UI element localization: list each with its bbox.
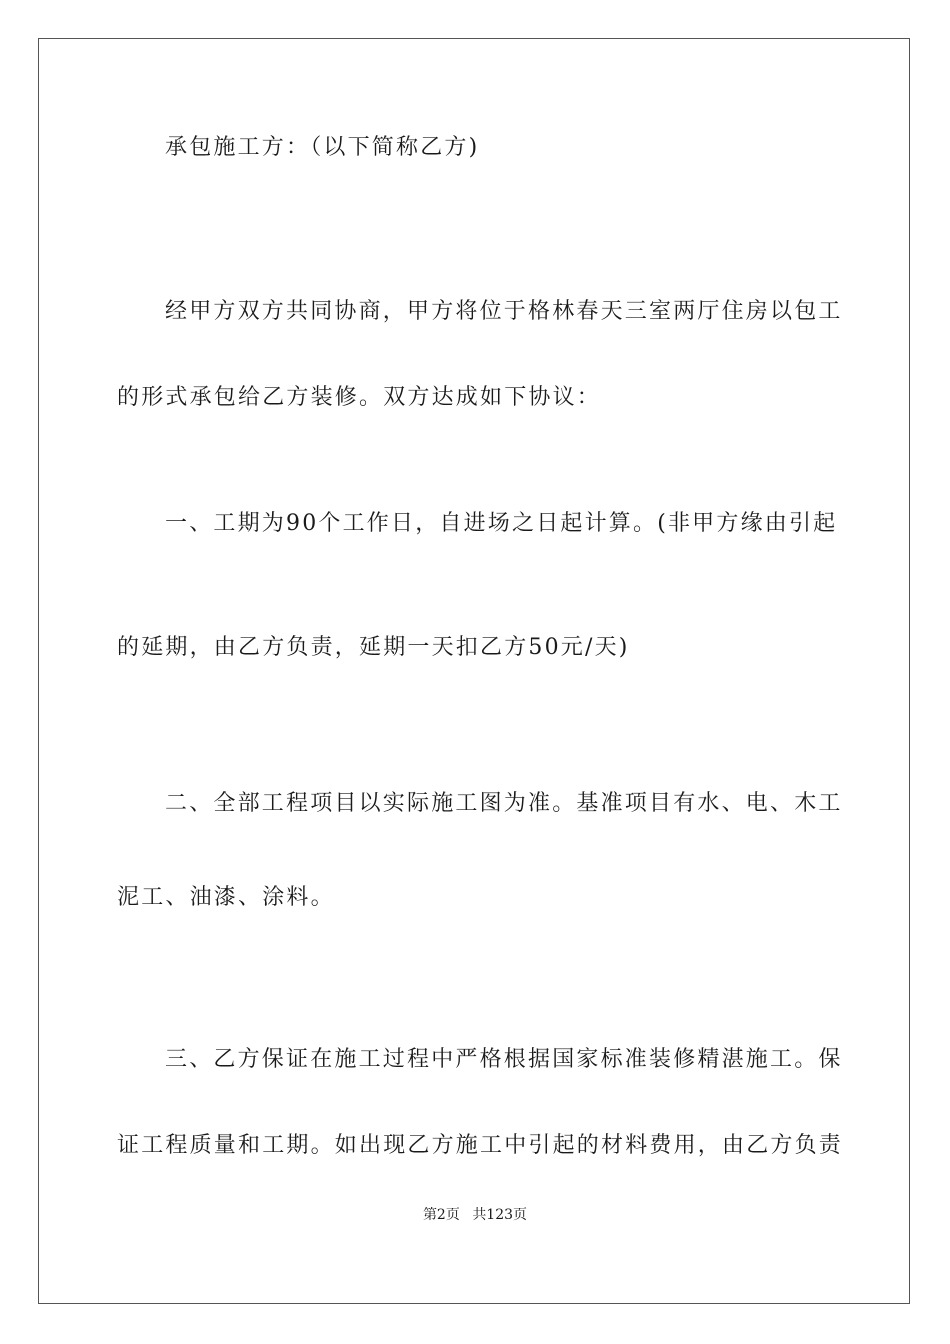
text-line-clause-2: 二、全部工程项目以实际施工图为准。基准项目有水、电、木工 bbox=[165, 791, 843, 816]
text-line-clause-1: 一、工期为90个工作日，自进场之日起计算。(非甲方缘由引起 bbox=[165, 511, 838, 536]
page-frame bbox=[38, 38, 910, 1304]
page-footer bbox=[0, 1206, 950, 1224]
text-line-clause-1-cont: 的延期，由乙方负责，延期一天扣乙方50元/天) bbox=[117, 635, 630, 660]
text-line-agreement-intro: 经甲方双方共同协商，甲方将位于格林春天三室两厅住房以包工 bbox=[165, 299, 843, 324]
text-line-contractor: 承包施工方：（以下简称乙方) bbox=[165, 135, 480, 160]
page-total: 共123页 bbox=[472, 1207, 528, 1223]
text-line-clause-2-cont: 泥工、油漆、涂料。 bbox=[117, 885, 335, 910]
text-line-clause-3-cont: 证工程质量和工期。如出现乙方施工中引起的材料费用，由乙方负责 bbox=[117, 1133, 844, 1158]
text-line-agreement-cont: 的形式承包给乙方装修。双方达成如下协议： bbox=[117, 385, 602, 410]
page-number: 第2页 bbox=[422, 1207, 460, 1223]
text-line-clause-3: 三、乙方保证在施工过程中严格根据国家标准装修精湛施工。保 bbox=[165, 1047, 843, 1072]
